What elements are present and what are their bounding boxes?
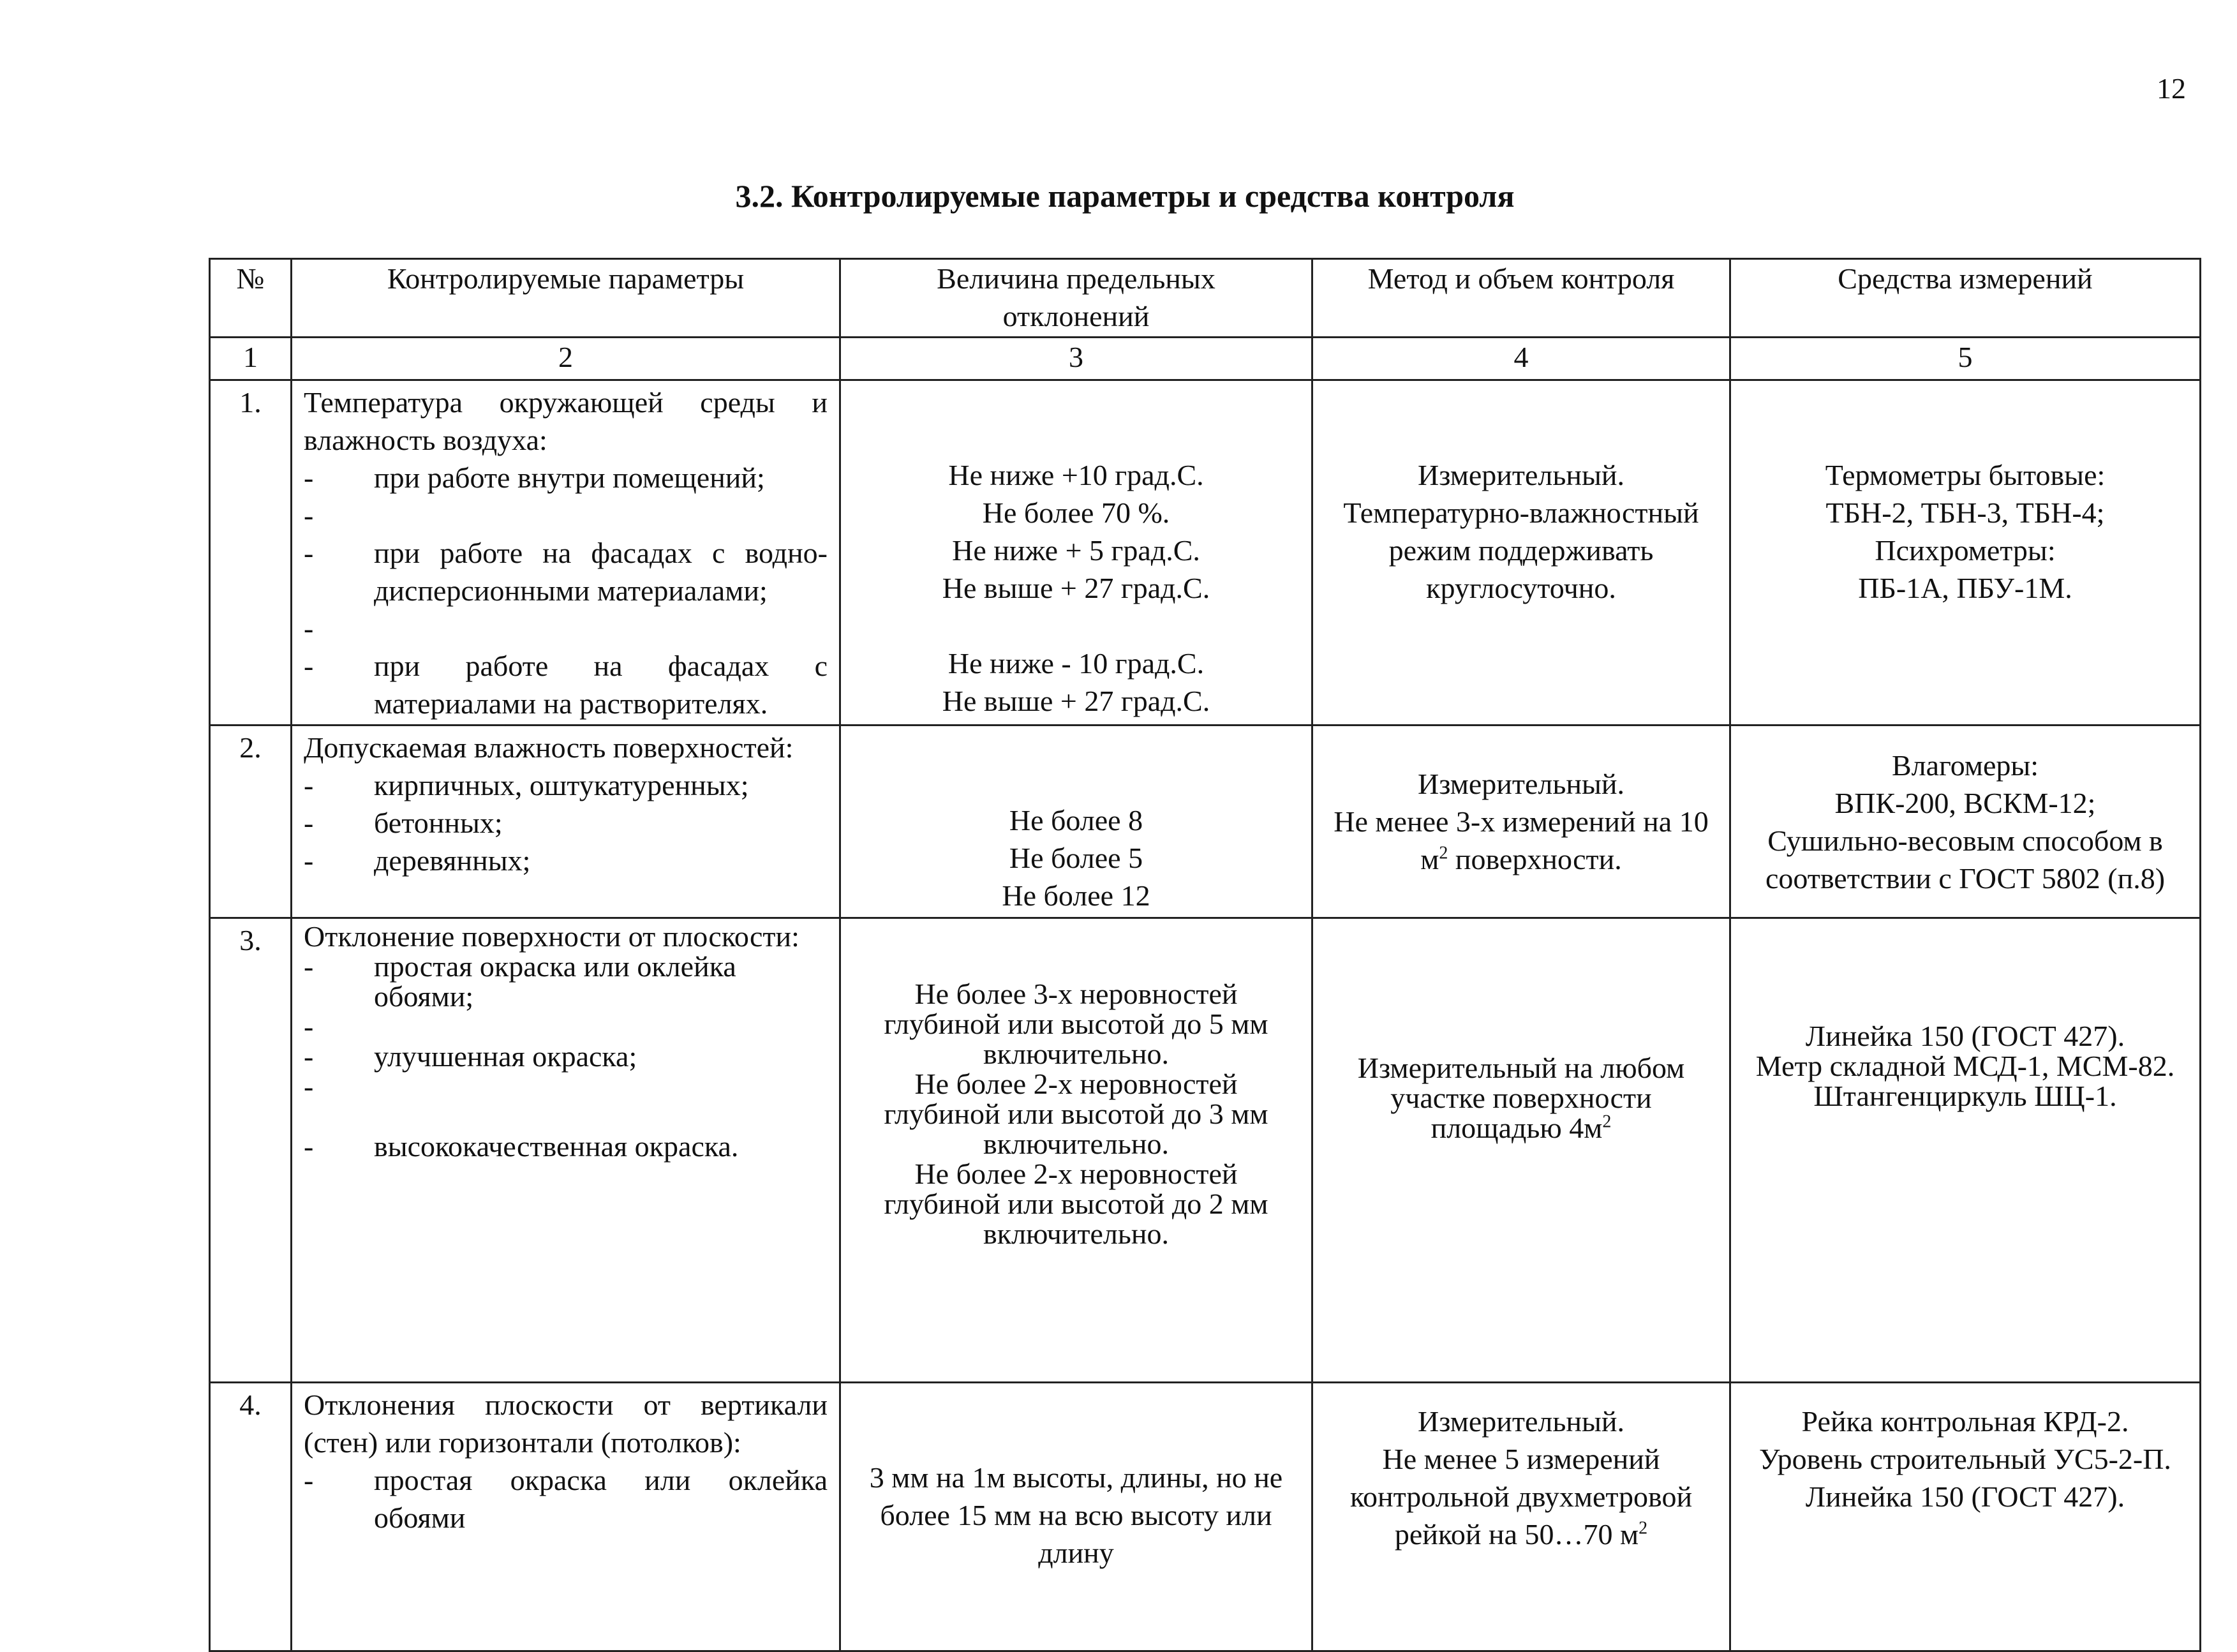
limit-value: Не более 8 bbox=[1009, 804, 1143, 837]
tool-text: Штангенциркуль ШЦ-1. bbox=[1813, 1080, 2117, 1112]
tool-text: Линейка 150 (ГОСТ 427). bbox=[1805, 1020, 2125, 1052]
header-method: Метод и объем контроля bbox=[1312, 259, 1730, 338]
section-title: 3.2. Контролируемые параметры и средства контроля bbox=[735, 178, 1515, 214]
limit-value: Не более 3-х неровностей глубиной или высотой до 5 мм включительно. bbox=[884, 978, 1268, 1070]
method-text: Измерительный. bbox=[1418, 1405, 1624, 1438]
table-row bbox=[210, 918, 2201, 1383]
tools-cell bbox=[1730, 726, 2201, 918]
method-text: Температурно-влажностный режим поддерживать круглосуточно. bbox=[1343, 496, 1699, 604]
table-header-row bbox=[210, 259, 2201, 338]
limit-value: Не более 2-х неровностей глубиной или высотой до 2 мм включительно. bbox=[884, 1157, 1268, 1250]
limit-value: Не ниже + 5 град.С. bbox=[952, 534, 1200, 567]
limits-cell bbox=[840, 380, 1312, 726]
column-number: 3 bbox=[840, 338, 1312, 380]
parameter-cell: Температура окружающей среды и влажность воздуха: - при работе внутри помещений; - - при работе на фасадах с водно-дисперсионными материалами; - - при работе на фасадах с материалами на растворителях. bbox=[292, 380, 840, 726]
parameter-item: при работе внутри помещений; bbox=[374, 461, 765, 494]
table-row bbox=[210, 726, 2201, 918]
tools-cell bbox=[1730, 380, 2201, 726]
parameter-intro: Температура окружающей среды и влажность воздуха: bbox=[304, 386, 828, 456]
tool-text: Уровень строительный УС5-2-П. bbox=[1759, 1443, 2171, 1475]
tool-text: ВПК-200, ВСКМ-12; bbox=[1834, 786, 2096, 819]
parameter-item: простая окраска или оклейка обоями bbox=[374, 1464, 828, 1534]
method-text: Не менее 3-х измерений на 10 $м^2$ поверхности. bbox=[1334, 805, 1709, 875]
limit-value: Не ниже +10 град.С. bbox=[948, 459, 1204, 491]
column-number: 2 bbox=[292, 338, 840, 380]
row-number: 3. bbox=[210, 918, 292, 1383]
limits-cell bbox=[840, 1383, 1312, 1651]
tool-text: Термометры бытовые: bbox=[1825, 459, 2106, 491]
page-number: 12 bbox=[2157, 72, 2186, 105]
table-row bbox=[210, 380, 2201, 726]
column-number-row bbox=[210, 338, 2201, 380]
header-number: № bbox=[210, 259, 292, 338]
parameter-intro: Отклонение поверхности от плоскости: bbox=[304, 920, 799, 953]
parameter-item: простая окраска или оклейка обоями; bbox=[374, 950, 736, 1013]
parameter-item: деревянных; bbox=[374, 844, 531, 877]
header-parameters: Контролируемые параметры bbox=[292, 259, 840, 338]
limit-value: Не более 5 bbox=[1009, 842, 1143, 874]
parameter-item: бетонных; bbox=[374, 807, 503, 839]
method-cell bbox=[1312, 1383, 1730, 1651]
tool-text: ТБН-2, ТБН-3, ТБН-4; bbox=[1825, 496, 2105, 529]
table-row bbox=[210, 1383, 2201, 1651]
limit-value: Не более 12 bbox=[1002, 879, 1150, 912]
method-text: Измерительный. bbox=[1418, 768, 1624, 800]
tool-text: Метр складной МСД-1, МСМ-82. bbox=[1755, 1050, 2175, 1082]
tool-text: ПБ-1А, ПБУ-1М. bbox=[1858, 572, 2072, 604]
limits-cell bbox=[840, 726, 1312, 918]
parameter-intro: Отклонения плоскости от вертикали (стен) или горизонтали (потолков): bbox=[304, 1388, 828, 1459]
parameter-cell: Отклонение поверхности от плоскости: - простая окраска или оклейка обоями; - - улучшенная окраска; - - высококачественная окраска. bbox=[292, 918, 840, 1383]
limits-cell bbox=[840, 918, 1312, 1383]
column-number: 1 bbox=[210, 338, 292, 380]
limit-value: Не более 70 %. bbox=[982, 496, 1170, 529]
tool-text: Рейка контрольная КРД-2. bbox=[1801, 1405, 2129, 1438]
tools-cell bbox=[1730, 1383, 2201, 1651]
tool-text: Сушильно-весовым способом в соответствии с ГОСТ 5802 (п.8) bbox=[1765, 824, 2166, 895]
header-limits: Величина предельных отклонений bbox=[840, 259, 1312, 338]
tool-text: Психрометры: bbox=[1875, 534, 2056, 567]
column-number: 4 bbox=[1312, 338, 1730, 380]
parameter-cell: Допускаемая влажность поверхностей: - кирпичных, оштукатуренных; - бетонных; - деревянных; bbox=[292, 726, 840, 918]
parameter-item: улучшенная окраска; bbox=[374, 1040, 637, 1073]
tool-text: Влагомеры: bbox=[1891, 748, 2039, 782]
limit-value: Не более 2-х неровностей глубиной или высотой до 3 мм включительно. bbox=[884, 1068, 1268, 1160]
limit-value: Не выше + 27 град.С. bbox=[942, 685, 1210, 717]
header-tools: Средства измерений bbox=[1730, 259, 2201, 338]
parameter-item: высококачественная окраска. bbox=[374, 1130, 739, 1163]
tool-text: Линейка 150 (ГОСТ 427). bbox=[1805, 1480, 2125, 1513]
limit-value: Не выше + 27 град.С. bbox=[942, 572, 1210, 604]
control-parameters-table bbox=[209, 258, 2201, 1652]
column-number: 5 bbox=[1730, 338, 2201, 380]
limit-value: 3 мм на 1м высоты, длины, но не более 15 мм на всю высоту или длину bbox=[869, 1461, 1283, 1569]
method-cell bbox=[1312, 380, 1730, 726]
method-cell bbox=[1312, 918, 1730, 1383]
parameter-intro: Допускаемая влажность поверхностей: bbox=[304, 731, 794, 764]
limit-value: Не ниже - 10 град.С. bbox=[948, 647, 1205, 680]
parameter-cell: Отклонения плоскости от вертикали (стен) или горизонтали (потолков): - простая окраска или оклейка обоями bbox=[292, 1383, 840, 1651]
row-number: 4. bbox=[210, 1383, 292, 1651]
method-text: Измерительный на любом участке поверхности площадью $4м^2$ bbox=[1357, 1052, 1685, 1144]
tools-cell bbox=[1730, 918, 2201, 1383]
method-text: Не менее 5 измерений контрольной двухметровой рейкой на 50…70 $м^2$ bbox=[1349, 1443, 1693, 1551]
method-text: Измерительный. bbox=[1418, 459, 1624, 491]
method-cell bbox=[1312, 726, 1730, 918]
parameter-item: при работе на фасадах с материалами на растворителях. bbox=[374, 650, 828, 720]
parameter-item: при работе на фасадах с водно-дисперсионными материалами; bbox=[374, 537, 828, 607]
parameter-item: кирпичных, оштукатуренных; bbox=[374, 769, 749, 801]
row-number: 1. bbox=[210, 380, 292, 726]
row-number: 2. bbox=[210, 726, 292, 918]
